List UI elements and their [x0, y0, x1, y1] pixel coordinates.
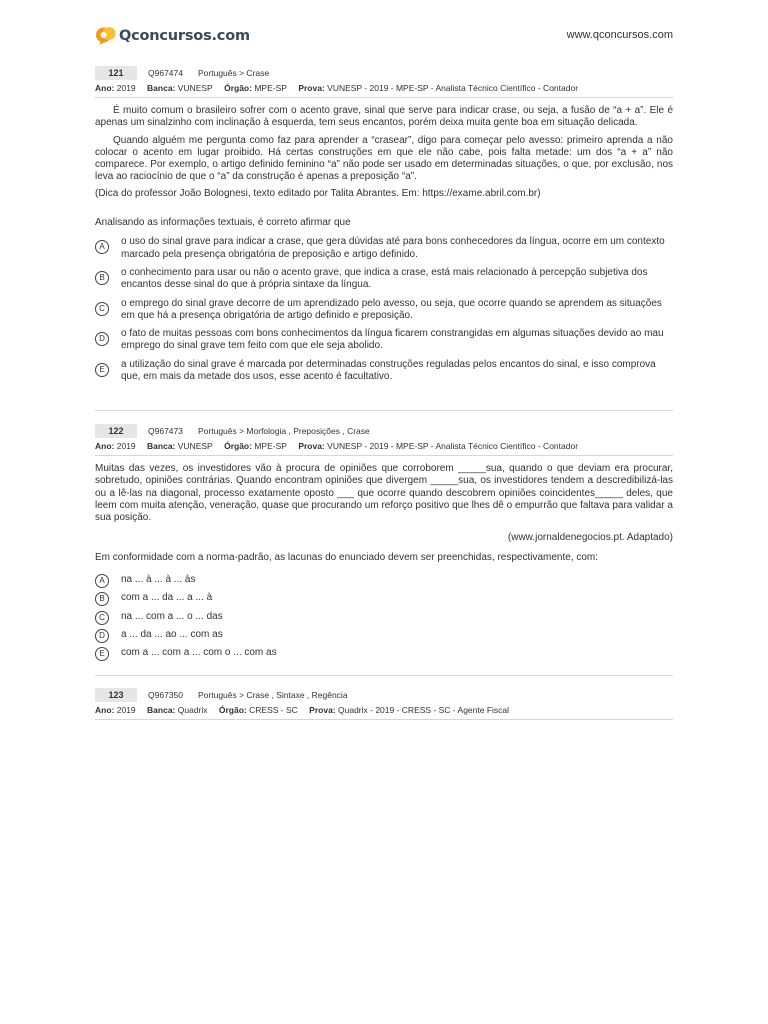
option-circle-c[interactable]: C [95, 302, 109, 316]
alternative-c[interactable] [95, 611, 673, 623]
question-meta: Ano: 2019 Banca: VUNESP Órgão: MPE-SP Prova: VUNESP - 2019 - MPE-SP - Analista Técnico Científico - Contador [95, 83, 579, 93]
site-url[interactable]: www.qconcursos.com [566, 29, 673, 41]
alternative-text: o conhecimento para usar ou não o acento grave, que indica a crase, está mais relacionado à percepção subjetiva dos encantos desse sinal do que à própria sintaxe da língua. [121, 266, 648, 291]
alternative-text: com a ... com a ... com o ... com as [121, 647, 277, 659]
alternative-text: na ... com a ... o ... das [121, 610, 223, 622]
meta-ano: 2019 [116, 83, 136, 93]
option-circle-e[interactable]: E [95, 647, 109, 661]
question-subject: Português > Crase , Sintaxe , Regência [198, 690, 348, 700]
meta-prova: VUNESP - 2019 - MPE-SP - Analista Técnico Científico - Contador [327, 83, 579, 93]
divider [95, 410, 673, 411]
question-subject: Português > Morfologia , Preposições , Crase [198, 426, 370, 436]
alternative-text: o fato de muitas pessoas com bons conhecimentos da língua ficarem constrangidas em algumas situações devido ao mau emprego do sinal grave tem feito com que ele seja abolido. [121, 328, 664, 352]
option-circle-d[interactable]: D [95, 332, 109, 346]
text-source: (Dica do professor João Bolognesi, texto editado por Talita Abrantes. Em: https://exame.abril.com.br) [95, 187, 541, 199]
meta-orgao: MPE-SP [254, 441, 287, 451]
divider [95, 455, 673, 456]
alternative-text: a ... da ... ao ... com as [121, 628, 223, 640]
text-source: (www.jornaldenegocios.pt. Adaptado) [507, 532, 673, 544]
qconcursos-logo-icon [95, 25, 117, 47]
meta-banca: Quadrix [177, 705, 208, 715]
alternative-text: o emprego do sinal grave decorre de um aprendizado pelo avesso, ou seja, que ocorre quando se aprendem as situações em que há a presença obrigatória de artigo definido e preposição. [121, 297, 662, 321]
page-header [95, 25, 673, 51]
meta-banca: VUNESP [177, 83, 213, 93]
question-meta: Ano: 2019 Banca: Quadrix Órgão: CRESS - SC Prova: Quadrix - 2019 - CRESS - SC - Agente Fiscal [95, 705, 510, 715]
alternative-b[interactable] [95, 267, 673, 292]
option-circle-e[interactable]: E [95, 363, 109, 377]
alternative-c[interactable] [95, 298, 673, 323]
text-paragraph: Muitas das vezes, os investidores vão à procura de opiniões que corroborem _____sua, quando o que deviam era procurar, sobretudo, opiniões contrárias. Quando encontram opiniões que divergem _____sua, os investidores tendem a descredibilizá-las ou a lê-las na diagonal, processo exatamente oposto ___ que ocorre quando descobrem opiniões coincidentes_____ deles, que leem com muita atenção, veneração, quase que procurando um reforço positivo que lhes dê o empurrão que faltava para validar a sua posição. [95, 463, 673, 524]
question-id[interactable]: Q967350 [148, 690, 183, 700]
meta-prova: VUNESP - 2019 - MPE-SP - Analista Técnico Científico - Contador [327, 441, 579, 451]
alternative-b[interactable] [95, 592, 673, 604]
alternative-e[interactable] [95, 359, 673, 384]
divider [95, 675, 673, 676]
question-id[interactable]: Q967474 [148, 68, 183, 78]
text-paragraph: É muito comum o brasileiro sofrer com o acento grave, sinal que serve para indicar crase, ou seja, a fusão de “a + a”. Ele é apenas um sinalzinho com inclinação à esquerda, tem seus encantos, porém deixa muita gente boa em situação delicada. [95, 105, 673, 129]
meta-ano: 2019 [116, 441, 136, 451]
question-number: 123 [95, 688, 137, 702]
meta-orgao: CRESS - SC [249, 705, 298, 715]
alternative-e[interactable] [95, 647, 673, 659]
option-circle-a[interactable]: A [95, 574, 109, 588]
meta-banca: VUNESP [177, 441, 213, 451]
logo-text: Qconcursos.com [119, 28, 250, 44]
alternative-d[interactable] [95, 629, 673, 641]
option-circle-d[interactable]: D [95, 629, 109, 643]
alternative-d[interactable] [95, 328, 673, 353]
alternative-text: com a ... da ... a ... à [121, 592, 213, 604]
question-statement: Analisando as informações textuais, é correto afirmar que [95, 217, 351, 229]
divider [95, 719, 673, 720]
alternative-text: a utilização do sinal grave é marcada por determinadas construções reguladas pelos encantos do sinal, e isso comprova que, em mais da metade dos usos, esse acento é facultativo. [121, 358, 656, 383]
question-122 [95, 424, 673, 660]
logo[interactable] [95, 25, 250, 47]
meta-ano: 2019 [116, 705, 136, 715]
meta-prova: Quadrix - 2019 - CRESS - SC - Agente Fiscal [338, 705, 510, 715]
question-header [95, 424, 673, 440]
question-subject: Português > Crase [198, 68, 270, 78]
question-123 [95, 688, 673, 720]
alternative-a[interactable] [95, 574, 673, 586]
question-id[interactable]: Q967473 [148, 426, 183, 436]
question-121 [95, 66, 673, 383]
question-statement: Em conformidade com a norma-padrão, as lacunas do enunciado devem ser preenchidas, respectivamente, com: [95, 551, 599, 563]
question-meta: Ano: 2019 Banca: VUNESP Órgão: MPE-SP Prova: VUNESP - 2019 - MPE-SP - Analista Técnico Científico - Contador [95, 441, 579, 451]
question-header [95, 66, 673, 82]
alternative-text: o uso do sinal grave para indicar a crase, que gera dúvidas até para bons conhecedores da língua, ocorre em um contexto marcado pela presença obrigatória de preposição e artigo definido. [121, 236, 665, 260]
divider [95, 97, 673, 98]
option-circle-b[interactable]: B [95, 271, 109, 285]
alternative-text: na ... à ... à ... às [121, 574, 196, 586]
text-paragraph: Quando alguém me pergunta como faz para aprender a “crasear”, digo para começar pelo avesso: primeiro aprenda a não colocar o acento em lugar proibido. Há certas construções em que ele não cabe, pois falta metade: um dos “a + a” não comparece. Por exemplo, o artigo definido feminino “a” não pode ser usado em determinadas situações, o que, por exclusão, nos leva ao raciocínio de que o “a” da construção é apenas a preposição “a”. [95, 134, 673, 183]
option-circle-a[interactable]: A [95, 240, 109, 254]
meta-orgao: MPE-SP [254, 83, 287, 93]
question-number: 121 [95, 66, 137, 80]
question-number: 122 [95, 424, 137, 438]
question-header [95, 688, 673, 704]
option-circle-b[interactable]: B [95, 592, 109, 606]
option-circle-c[interactable]: C [95, 611, 109, 625]
alternative-a[interactable] [95, 236, 673, 261]
